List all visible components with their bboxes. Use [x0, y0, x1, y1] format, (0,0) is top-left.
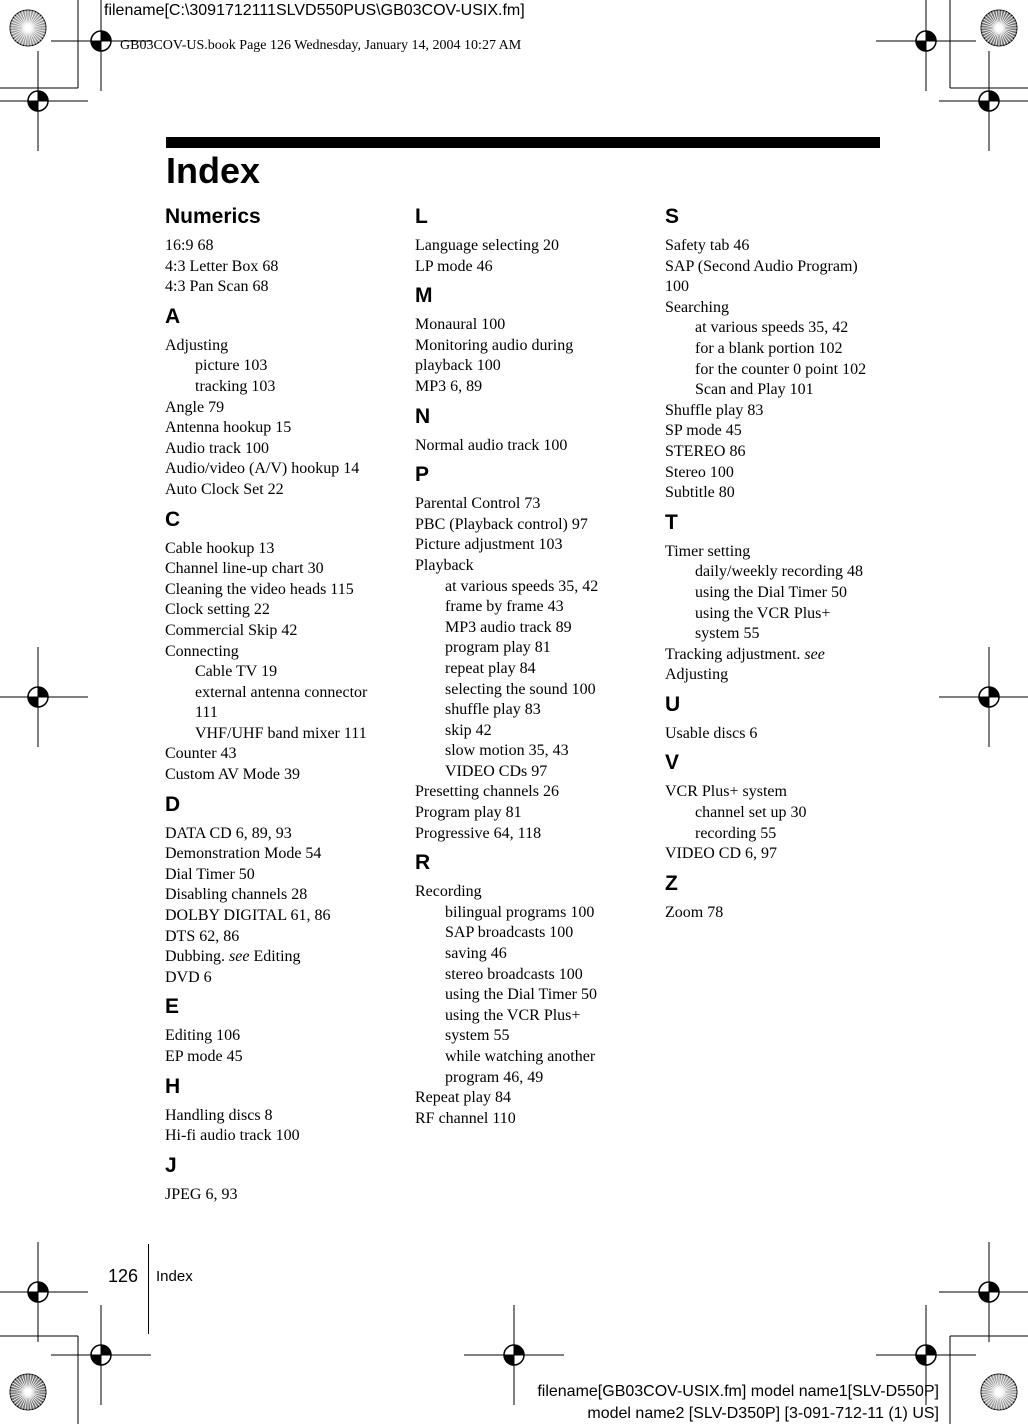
index-subentry [165, 724, 397, 745]
index-subentry [415, 1068, 647, 1089]
entry-text: stereo broadcasts 100 [445, 965, 583, 983]
index-entry [165, 927, 397, 948]
index-section-heading: A [165, 304, 181, 328]
index-column-2 [415, 198, 647, 1129]
entry-text: Counter 43 [165, 745, 237, 763]
index-entry [665, 463, 885, 484]
index-section-heading: Numerics [165, 205, 261, 228]
footer-section-label: Index [156, 1268, 193, 1285]
index-entry [665, 257, 885, 278]
index-entry [415, 356, 647, 377]
entry-text: Angle 79 [165, 398, 225, 416]
index-entry [415, 494, 647, 515]
index-entry [165, 621, 397, 642]
entry-text: Dubbing. [165, 948, 229, 966]
index-subentry [415, 700, 647, 721]
index-entry [415, 515, 647, 536]
index-subentry [415, 680, 647, 701]
see-reference: see [229, 948, 250, 966]
index-entry [665, 401, 885, 422]
entry-text: LP mode 46 [415, 257, 493, 275]
entry-text: daily/weekly recording 48 [695, 563, 863, 581]
index-entry [165, 418, 397, 439]
index-entry [165, 1185, 397, 1206]
entry-text: while watching another [445, 1048, 596, 1065]
entry-text: Shuffle play 83 [665, 401, 764, 419]
crosshair-target [51, 1305, 151, 1405]
entry-text: Audio/video (A/V) hookup 14 [165, 460, 360, 478]
index-entry [165, 236, 397, 257]
entry-text: SAP broadcasts 100 [445, 924, 574, 942]
index-entry [165, 539, 397, 560]
index-entry [665, 298, 885, 319]
index-entry [665, 903, 885, 924]
entry-text: selecting the sound 100 [445, 680, 596, 698]
index-section-heading: E [165, 995, 180, 1019]
index-subentry [665, 318, 885, 339]
entry-text: Cable TV 19 [195, 663, 278, 681]
index-section-heading: V [665, 751, 680, 775]
entry-text: Monaural 100 [415, 316, 506, 334]
index-subentry [415, 1006, 647, 1027]
index-entry [665, 277, 885, 298]
crosshair-target [876, 0, 976, 91]
entry-text: bilingual programs 100 [445, 903, 595, 921]
rosette-target [10, 1374, 46, 1410]
index-entry [665, 782, 885, 803]
entry-text: DTS 62, 86 [165, 927, 240, 945]
entry-text: Channel line-up chart 30 [165, 560, 324, 578]
index-subentry [415, 597, 647, 618]
index-section-heading: H [165, 1074, 181, 1098]
index-entry [165, 480, 397, 501]
entry-text: Hi-fi audio track 100 [165, 1127, 300, 1145]
index-subentry [415, 903, 647, 924]
entry-text: Program play 81 [415, 804, 522, 822]
index-section-heading: N [415, 404, 431, 428]
entry-text: recording 55 [695, 824, 777, 842]
index-subentry [415, 1047, 647, 1068]
entry-text: playback 100 [415, 357, 501, 375]
index-section-heading: C [165, 507, 181, 531]
index-section-heading: Z [665, 871, 678, 895]
entry-text: slow motion 35, 43 [445, 742, 569, 760]
index-entry [165, 1047, 397, 1068]
footer-file-info [537, 1381, 939, 1425]
header-book-info: GB03COV-US.book Page 126 Wednesday, January 14, 2004 10:27 AM [120, 38, 522, 53]
index-entry [165, 968, 397, 989]
entry-text: skip 42 [445, 721, 492, 739]
entry-text: 16:9 68 [165, 237, 214, 254]
entry-text: saving 46 [445, 945, 507, 963]
entry-text: using the VCR Plus+ [695, 604, 831, 622]
index-entry [165, 642, 397, 663]
index-subentry [415, 944, 647, 965]
index-subentry [665, 803, 885, 824]
index-subentry [165, 662, 397, 683]
entry-text: Scan and Play 101 [695, 381, 814, 399]
see-reference: see [804, 645, 825, 663]
index-subentry [665, 583, 885, 604]
crosshair-target [939, 51, 1028, 151]
entry-text: 100 [665, 278, 689, 296]
index-entry [165, 398, 397, 419]
entry-text: Cleaning the video heads 115 [165, 580, 354, 598]
entry-text: program 46, 49 [445, 1068, 544, 1086]
index-entry [665, 542, 885, 563]
index-entry [165, 600, 397, 621]
entry-text: DATA CD 6, 89, 93 [165, 824, 292, 842]
index-entry [165, 885, 397, 906]
index-entry [665, 665, 885, 686]
entry-text: Presetting channels 26 [415, 783, 559, 801]
entry-text: repeat play 84 [445, 659, 536, 677]
index-subentry [415, 741, 647, 762]
entry-text: SP mode 45 [665, 422, 742, 440]
index-section-heading: M [415, 284, 433, 308]
index-entry [415, 535, 647, 556]
index-entry [665, 645, 885, 666]
entry-text: Connecting [165, 642, 239, 660]
index-entry [165, 906, 397, 927]
index-subentry [665, 624, 885, 645]
index-entry [165, 559, 397, 580]
index-entry [415, 315, 647, 336]
index-entry [165, 1126, 397, 1147]
entry-text: external antenna connector [195, 683, 368, 701]
index-entry [415, 803, 647, 824]
index-entry [165, 947, 397, 968]
index-section-heading: T [665, 510, 678, 534]
footer-file-line-1: filename[GB03COV-USIX.fm] model name1[SLV-D550P] [537, 1383, 939, 1400]
entry-text: Playback [415, 556, 474, 574]
entry-text: frame by frame 43 [445, 598, 564, 616]
index-entry [665, 724, 885, 745]
entry-text: at various speeds 35, 42 [695, 319, 849, 337]
index-entry [165, 824, 397, 845]
entry-text: program play 81 [445, 639, 551, 657]
entry-text: Normal audio track 100 [415, 436, 568, 454]
entry-text: Custom AV Mode 39 [165, 766, 300, 784]
header-filename: filename[C:\3091712111SLVD550PUS\GB03COV-USIX.fm] [104, 2, 525, 19]
index-entry [165, 439, 397, 460]
index-column-3 [665, 198, 885, 923]
rosette-target [981, 1374, 1017, 1410]
index-subentry [665, 339, 885, 360]
entry-text: VCR Plus+ system [665, 783, 787, 801]
entry-text: Adjusting [665, 666, 729, 684]
entry-text: Searching [665, 298, 729, 316]
index-entry [165, 257, 397, 278]
index-subentry [415, 721, 647, 742]
entry-text: RF channel 110 [415, 1109, 516, 1127]
page-number: 126 [108, 1266, 139, 1286]
entry-text: EP mode 45 [165, 1048, 243, 1065]
index-entry [665, 483, 885, 504]
index-subentry [415, 618, 647, 639]
see-target: Editing [249, 948, 301, 966]
crosshair-target [0, 51, 88, 151]
entry-text: for the counter 0 point 102 [695, 360, 867, 378]
entry-text: tracking 103 [195, 377, 276, 395]
index-entry [165, 744, 397, 765]
entry-text: JPEG 6, 93 [165, 1185, 238, 1203]
index-entry [665, 236, 885, 257]
entry-text: picture 103 [195, 357, 268, 375]
entry-text: using the Dial Timer 50 [695, 583, 848, 601]
index-entry [165, 277, 397, 298]
index-subentry [165, 377, 397, 398]
entry-text: shuffle play 83 [445, 701, 541, 719]
entry-text: system 55 [695, 625, 760, 643]
entry-text: Editing 106 [165, 1027, 241, 1045]
index-entry [415, 236, 647, 257]
index-entry [415, 377, 647, 398]
index-subentry [415, 965, 647, 986]
index-entry [665, 844, 885, 865]
index-section-heading: L [415, 205, 428, 228]
index-entry [165, 1026, 397, 1047]
entry-text: VHF/UHF band mixer 111 [195, 724, 367, 742]
index-section-heading: J [165, 1153, 177, 1177]
entry-text: SAP (Second Audio Program) [665, 257, 858, 275]
entry-text: 4:3 Letter Box 68 [165, 257, 279, 275]
index-subentry [665, 604, 885, 625]
index-subentry [415, 762, 647, 783]
index-subentry [415, 1026, 647, 1047]
index-entry [415, 257, 647, 278]
index-subentry [415, 659, 647, 680]
index-section-heading: U [665, 692, 681, 716]
entry-text: Progressive 64, 118 [415, 824, 542, 842]
index-entry [415, 882, 647, 903]
entry-text: Demonstration Mode 54 [165, 845, 322, 863]
entry-text: Repeat play 84 [415, 1089, 511, 1107]
entry-text: 4:3 Pan Scan 68 [165, 278, 269, 296]
index-entry [415, 1088, 647, 1109]
entry-text: Cable hookup 13 [165, 539, 275, 557]
index-subentry [415, 577, 647, 598]
footer-divider [148, 1244, 149, 1334]
index-column-1 [165, 198, 397, 1205]
index-subentry [415, 923, 647, 944]
entry-text: for a blank portion 102 [695, 339, 843, 357]
index-subentry [665, 380, 885, 401]
index-entry [165, 1106, 397, 1127]
title-rule [166, 137, 880, 148]
entry-text: using the Dial Timer 50 [445, 986, 598, 1004]
index-entry [165, 865, 397, 886]
entry-text: channel set up 30 [695, 804, 807, 822]
crosshair-target [939, 1242, 1028, 1342]
entry-text: Stereo 100 [665, 463, 734, 481]
footer-file-line-2: model name2 [SLV-D350P] [3-091-712-11 (1) US] [587, 1405, 939, 1422]
index-entry [415, 336, 647, 357]
entry-text: 111 [195, 704, 218, 722]
entry-text: Dial Timer 50 [165, 865, 255, 883]
entry-text: VIDEO CDs 97 [445, 762, 548, 780]
index-subentry [415, 985, 647, 1006]
entry-text: STEREO 86 [665, 442, 746, 460]
index-subentry [165, 356, 397, 377]
crosshair-target [939, 647, 1028, 747]
index-subentry [165, 683, 397, 704]
entry-text: at various speeds 35, 42 [445, 577, 599, 595]
entry-text: Recording [415, 883, 482, 901]
entry-text: Commercial Skip 42 [165, 621, 298, 639]
entry-text: PBC (Playback control) 97 [415, 515, 588, 533]
rosette-target [10, 10, 46, 46]
entry-text: Subtitle 80 [665, 484, 735, 502]
index-subentry [665, 562, 885, 583]
entry-text: Clock setting 22 [165, 601, 270, 619]
entry-text: system 55 [445, 1027, 510, 1045]
index-section-heading: D [165, 792, 181, 816]
entry-text: MP3 6, 89 [415, 377, 483, 395]
index-subentry [665, 824, 885, 845]
entry-text: Audio track 100 [165, 439, 269, 457]
entry-text: Parental Control 73 [415, 495, 541, 513]
crosshair-target [0, 1242, 88, 1342]
index-entry [165, 580, 397, 601]
entry-text: Disabling channels 28 [165, 886, 308, 904]
page-title: Index [166, 150, 261, 191]
crosshair-target [0, 647, 88, 747]
entry-text: DVD 6 [165, 968, 212, 986]
index-subentry [415, 638, 647, 659]
entry-text: Antenna hookup 15 [165, 419, 292, 437]
entry-text: MP3 audio track 89 [445, 618, 572, 636]
entry-text: VIDEO CD 6, 97 [665, 845, 777, 863]
entry-text: Picture adjustment 103 [415, 536, 563, 554]
index-entry [415, 436, 647, 457]
entry-text: Language selecting 20 [415, 237, 559, 254]
index-entry [165, 459, 397, 480]
index-entry [415, 1109, 647, 1130]
index-entry [165, 336, 397, 357]
index-entry [415, 824, 647, 845]
entry-text: Safety tab 46 [665, 237, 750, 254]
index-section-heading: R [415, 851, 431, 875]
index-subentry [165, 703, 397, 724]
index-entry [415, 782, 647, 803]
entry-text: DOLBY DIGITAL 61, 86 [165, 907, 331, 925]
entry-text: Tracking adjustment. [665, 645, 805, 663]
index-entry [665, 442, 885, 463]
index-subentry [665, 360, 885, 381]
index-section-heading: P [415, 463, 430, 487]
entry-text: Handling discs 8 [165, 1106, 273, 1124]
entry-text: Usable discs 6 [665, 724, 758, 742]
entry-text: Timer setting [665, 542, 751, 560]
index-entry [415, 556, 647, 577]
index-entry [665, 421, 885, 442]
index-entry [165, 844, 397, 865]
entry-text: Monitoring audio during [415, 336, 574, 354]
entry-text: Adjusting [165, 336, 229, 354]
entry-text: Zoom 78 [665, 903, 724, 921]
index-section-heading: S [665, 205, 680, 228]
rosette-target [981, 10, 1017, 46]
entry-text: using the VCR Plus+ [445, 1006, 581, 1024]
index-entry [165, 765, 397, 786]
entry-text: Auto Clock Set 22 [165, 480, 284, 498]
